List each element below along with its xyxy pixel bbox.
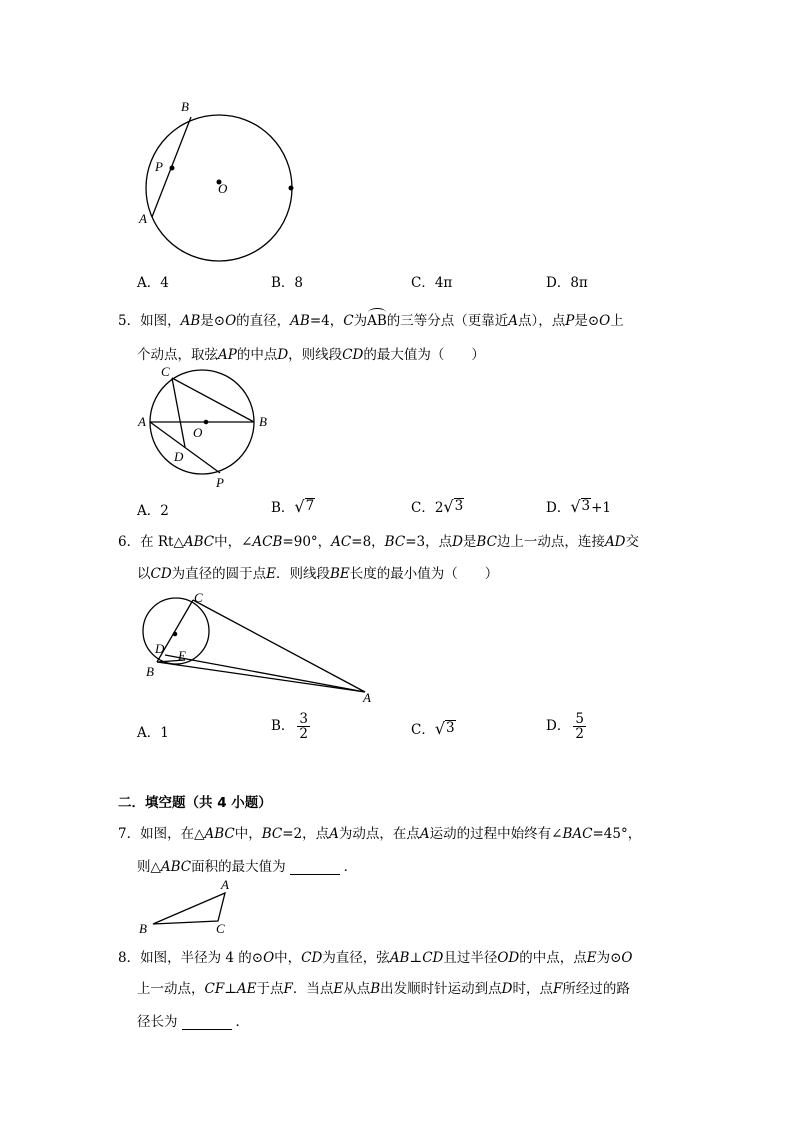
q5-label-c: C	[161, 364, 170, 379]
q6-segment-ca	[193, 600, 365, 692]
q6-option-d: D． $\frac{5}{2}$	[546, 711, 584, 743]
q4-point-p	[170, 166, 175, 171]
q5-option-d-sqrt: √ 3	[570, 497, 591, 516]
q6-option-a: A．1	[137, 725, 169, 741]
q4-label-a: A	[139, 211, 147, 226]
q6-label-e: E	[178, 648, 186, 663]
q6-label-b: B	[146, 664, 154, 679]
q5-number: 5．	[118, 313, 141, 329]
q5-label-d: D	[174, 449, 184, 464]
q7-label-b: B	[139, 921, 147, 936]
q5-label-o: O	[193, 425, 203, 440]
q7-triangle-figure	[135, 875, 245, 935]
q6-text-line1: 6．在 Rt△ABC中，∠ACB=90°，AC=8，BC=3，点D是BC边上一动点，连接AD交	[118, 534, 640, 550]
q8-answer-blank[interactable]	[182, 1015, 232, 1030]
q5-label-p: P	[216, 475, 224, 490]
q6-text-line2: 以CD为直径的圆于点E．则线段BE长度的最小值为（ ）	[137, 566, 499, 582]
q7-text-line2: 则△ABC面积的最大值为 ．	[137, 859, 358, 875]
q7-label-c: C	[216, 921, 225, 936]
q5-segment-cd	[172, 378, 185, 447]
q8-number: 8．	[118, 950, 141, 966]
q6-label-a: A	[363, 690, 371, 705]
q7-number: 7．	[118, 826, 141, 842]
q5-chord-ap	[150, 422, 220, 473]
q6-option-b: B． $\frac{3}{2}$	[271, 711, 309, 743]
q4-point-right	[289, 186, 294, 191]
q5-text-line2: 个动点，取弦AP的中点D，则线段CD的最大值为（ ）	[137, 347, 485, 363]
section2-heading: 二．填空题（共 4 小题）	[118, 795, 272, 811]
q5-arc-ab: AB	[367, 313, 387, 329]
q7-label-a: A	[221, 877, 229, 892]
q5-circle-figure	[130, 360, 280, 492]
q6-segment-ba	[157, 662, 365, 692]
q5-option-d: D． √ 3 +1	[546, 497, 612, 516]
q4-option-b: B．8	[271, 275, 304, 291]
q5-option-a: A．2	[137, 503, 169, 519]
q6-option-c: C． √ 3	[411, 719, 455, 738]
q5-chord-cb	[172, 378, 254, 422]
q6-option-d-fraction: $\frac{5}{2}$	[575, 711, 584, 743]
q6-number: 6．	[118, 534, 141, 550]
q6-label-d: D	[155, 641, 165, 656]
q4-circle-figure	[130, 95, 305, 270]
q5-option-c: C．2 √ 3	[411, 497, 464, 516]
q4-option-d: D．8π	[546, 275, 588, 291]
q5-option-c-sqrt: √ 3	[443, 497, 464, 516]
q4-label-b: B	[181, 99, 189, 114]
q5-point-o	[204, 420, 209, 425]
q7-text-line1: 7．如图，在△ABC中，BC=2，点A为动点，在点A运动的过程中始终有∠BAC=45°，	[118, 826, 642, 842]
q6-option-b-fraction: $\frac{3}{2}$	[299, 711, 309, 743]
q4-option-a: A．4	[137, 275, 169, 291]
q6-option-c-sqrt: √ 3	[434, 719, 455, 738]
q6-point-center	[173, 632, 178, 637]
q4-label-o: O	[218, 181, 228, 196]
q6-label-c: C	[194, 590, 203, 605]
q5-text-line1: 5．如图，AB是⊙O的直径，AB=4，C为AB的三等分点（更靠近A点），点P是⊙O上	[118, 313, 624, 329]
q7-answer-blank[interactable]	[290, 860, 340, 875]
q4-label-p: P	[155, 159, 163, 174]
q5-label-a: A	[138, 414, 146, 429]
q6-circle	[143, 598, 209, 664]
q5-label-b: B	[259, 414, 267, 429]
q6-segment-da	[165, 655, 365, 692]
q5-option-b-sqrt: √ 7	[294, 497, 315, 516]
q4-option-c: C．4π	[411, 275, 453, 291]
q8-text-line2: 上一动点，CF⊥AE于点F．当点E从点B出发顺时针运动到点D时，点F所经过的路	[137, 981, 630, 997]
q5-option-b: B． √ 7	[271, 497, 315, 516]
q6-triangle-figure	[135, 585, 385, 710]
q8-text-line1: 8．如图，半径为 4 的⊙O中，CD为直径，弦AB⊥CD且过半径OD的中点，点E为⊙O	[118, 950, 633, 966]
q8-text-line3: 径长为 ．	[137, 1014, 249, 1030]
q7-triangle-abc	[153, 893, 225, 924]
